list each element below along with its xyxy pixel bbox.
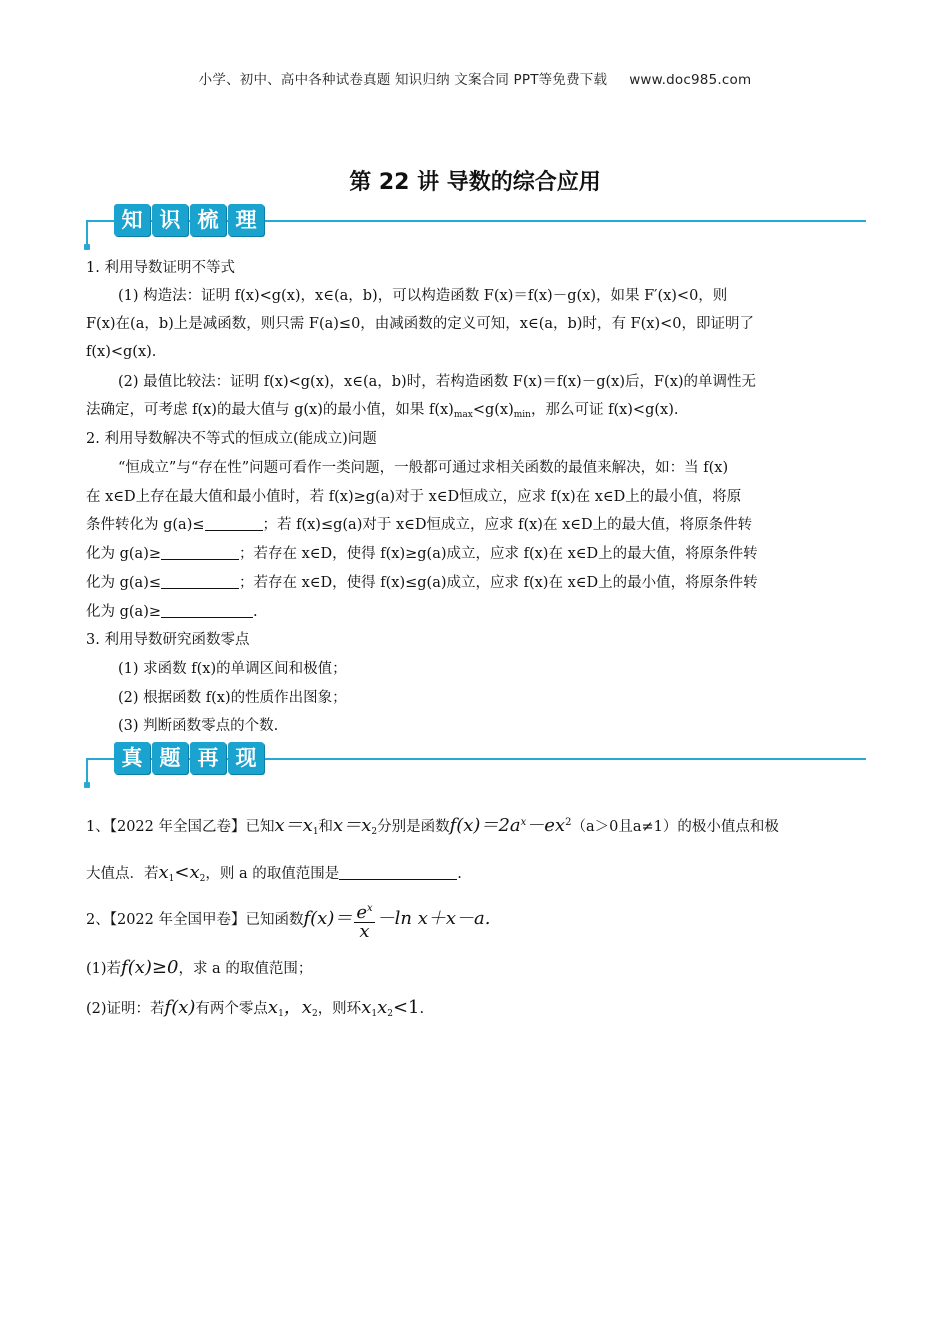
- answer-blank[interactable]: [205, 516, 263, 531]
- paragraph-line: 条件转化为 g(a)≤ ；若 f(x)≤g(a)对于 x∈D恒成立，应求 f(x)在 x∈D上的最大值，将原条件转: [86, 517, 753, 533]
- paragraph-line: f(x)<g(x).: [86, 344, 157, 360]
- paragraph-line: F(x)在(a，b)上是减函数，则只需 F(a)≤0，由减函数的定义可知，x∈(a，b)时，有 F(x)<0，即证明了: [86, 316, 754, 332]
- subscript: min: [513, 410, 531, 420]
- banner-tile: 理: [228, 204, 264, 236]
- banner-tile: 真: [114, 742, 150, 774]
- question-1-line-1: 1、【2022 年全国乙卷】已知$x=x_1$和$x=x_2$分别是函数$f(x)=2a^x-ex^2(a>0$且a≠1）的极小值点和极: [86, 814, 779, 837]
- question-2-part-1: (1)若f(x)≥0，求 a 的取值范围；: [86, 957, 313, 978]
- question-2-stem: 2、【2022 年全国甲卷】已知函数f(x)＝ $\frac{e^x}{x}$ －ln x＋x－a.: [86, 901, 491, 942]
- banner-tile: 再: [190, 742, 226, 774]
- paragraph-line: (1) 构造法：证明 f(x)<g(x)，x∈(a，b)，可以构造函数 F(x)＝f(x)－g(x)，如果 F′(x)<0，则: [118, 288, 728, 304]
- paragraph-line: 化为 g(a)≥ .: [86, 604, 258, 620]
- list-item: (2) 根据函数 f(x)的性质作出图象；: [118, 690, 347, 706]
- section-2-heading: 2. 利用导数解决不等式的恒成立(能成立)问题: [86, 431, 377, 447]
- subscript: max: [453, 410, 473, 420]
- answer-blank[interactable]: [161, 574, 239, 589]
- banner-rule-vertical: [86, 758, 88, 784]
- paragraph-line: 法确定，可考虑 f(x)的最大值与 g(x)的最小值，如果 $f(x)_{max}<g(x)_{min}$，那么可证 f(x)<g(x).: [86, 402, 679, 420]
- answer-blank[interactable]: [161, 603, 253, 618]
- section-banner-exam: [86, 740, 866, 786]
- fraction: $\frac{e^x}{x}$: [356, 901, 373, 942]
- answer-blank[interactable]: [339, 865, 457, 880]
- paragraph-line: (2) 最值比较法：证明 f(x)<g(x)，x∈(a，b)时，若构造函数 F(x)＝f(x)－g(x)后，F(x)的单调性无: [118, 374, 757, 390]
- banner-dot: [84, 244, 90, 250]
- banner-tile: 知: [114, 204, 150, 236]
- banner-tile: 现: [228, 742, 264, 774]
- header-site[interactable]: www.doc985.com: [629, 72, 752, 88]
- paragraph-line: 化为 g(a)≥ ；若存在 x∈D，使得 f(x)≥g(a)成立，应求 f(x)在 x∈D上的最大值，将原条件转: [86, 546, 758, 562]
- question-1-line-2: 大值点．若$x_1<x_2$，则 a 的取值范围是 .: [86, 862, 462, 884]
- section-3-heading: 3. 利用导数研究函数零点: [86, 632, 250, 648]
- header-text: 小学、初中、高中各种试卷真题 知识归纳 文案合同 PPT等免费下载: [198, 72, 608, 88]
- section-1-heading: 1. 利用导数证明不等式: [86, 260, 235, 276]
- paragraph-line: 化为 g(a)≤ ；若存在 x∈D，使得 f(x)≤g(a)成立，应求 f(x)在 x∈D上的最小值，将原条件转: [86, 575, 758, 591]
- list-item: (3) 判断函数零点的个数.: [118, 718, 279, 734]
- paragraph-line: 在 x∈D上存在最大值和最小值时，若 f(x)≥g(a)对于 x∈D恒成立，应求 f(x)在 x∈D上的最小值，将原: [86, 489, 742, 505]
- paragraph-line: “恒成立”与“存在性”问题可看作一类问题，一般都可通过求相关函数的最值来解决，如：当 f(x): [118, 460, 729, 476]
- banner-tile: 梳: [190, 204, 226, 236]
- answer-blank[interactable]: [161, 545, 239, 560]
- banner-rule-vertical: [86, 220, 88, 246]
- banner-tile: 识: [152, 204, 188, 236]
- banner-dot: [84, 782, 90, 788]
- page-header: [0, 68, 950, 88]
- banner-tile: 题: [152, 742, 188, 774]
- question-2-part-2: (2)证明：若f(x)有两个零点$x_1$，$x_2$，则环$x_1x_2<1$.: [86, 997, 425, 1019]
- list-item: (1) 求函数 f(x)的单调区间和极值；: [118, 661, 347, 677]
- section-banner-knowledge: [86, 202, 866, 248]
- page-title: 第 22 讲 导数的综合应用: [349, 170, 601, 195]
